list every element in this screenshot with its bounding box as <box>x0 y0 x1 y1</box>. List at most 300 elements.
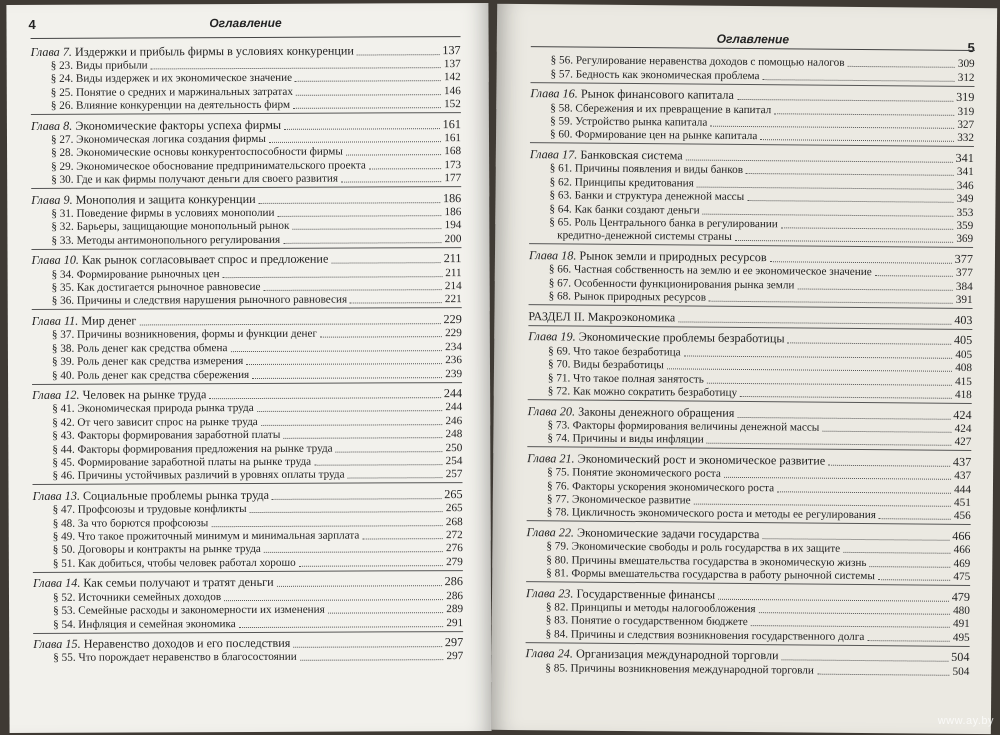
entry-text: § 77. Экономическое развитие <box>546 493 691 507</box>
dot-leader <box>139 323 440 325</box>
dot-leader <box>269 141 441 143</box>
watermark: www.ay.by <box>937 715 994 727</box>
dot-leader <box>774 113 954 116</box>
entry-page-number: 424 <box>953 407 972 422</box>
entry-label: Глава 11. <box>31 313 79 328</box>
entry-page-number: 504 <box>951 650 970 665</box>
entry-page-number: 229 <box>445 327 462 340</box>
entry-text: § 41. Экономическая природа рынка труда <box>52 402 254 416</box>
entry-page-number: 427 <box>954 436 972 449</box>
entry-text: § 85. Причины возникновения международной торговли <box>545 661 814 677</box>
entry-title <box>33 575 274 591</box>
section-entry <box>33 650 463 665</box>
entry-text: § 75. Понятие экономического роста <box>547 466 721 481</box>
entry-title <box>549 290 707 304</box>
dot-leader <box>239 626 444 628</box>
entry-page-number: 346 <box>956 179 974 192</box>
entry-title <box>51 59 148 72</box>
entry-page-number: 504 <box>952 665 970 678</box>
entry-page-number: 479 <box>951 589 971 604</box>
entry-text: § 28. Экономические основы конкурентоспособности фирмы <box>51 145 343 160</box>
entry-page-number: 211 <box>443 251 462 266</box>
entry-text: § 60. Формирование цен на рынке капитала <box>549 128 758 143</box>
entry-page-number: 377 <box>956 267 973 280</box>
entry-page-number: 268 <box>445 515 463 528</box>
entry-text: Экономические факторы успеха фирмы <box>75 117 282 133</box>
entry-page-number: 173 <box>444 158 462 171</box>
entry-text: § 24. Виды издержек и их экономическое значение <box>50 72 293 86</box>
entry-text: § 70. Виды безработицы <box>547 358 664 372</box>
entry-label: Глава 13. <box>32 488 81 503</box>
entry-title <box>52 268 220 282</box>
entry-text: Экономический рост и экономическое развитие <box>577 451 826 468</box>
entry-page-number: 319 <box>956 90 975 105</box>
entry-title <box>548 372 704 386</box>
entry-text: § 37. Причины возникновения, формы и функции денег <box>51 328 318 342</box>
entry-title <box>547 466 721 481</box>
entry-title <box>31 43 354 59</box>
entry-title <box>51 72 292 86</box>
entry-text: § 31. Поведение фирмы в условиях монополии <box>51 206 275 220</box>
entry-text: § 23. Виды прибыли <box>50 59 148 72</box>
section-entry <box>31 172 461 187</box>
entry-label: Глава 12. <box>32 387 80 402</box>
entry-title <box>52 281 261 295</box>
entry-page-number: 469 <box>953 557 971 570</box>
entry-text: § 39. Роль денег как средства измерения <box>51 355 244 369</box>
entry-title <box>33 488 270 504</box>
entry-title <box>52 456 311 470</box>
entry-text: § 63. Банки и структура денежной массы <box>549 189 745 204</box>
entry-page-number: 239 <box>445 367 463 380</box>
dot-leader <box>875 275 953 277</box>
entry-page-number: 456 <box>953 510 971 523</box>
dot-leader <box>703 213 954 216</box>
dot-leader <box>684 355 953 358</box>
dot-leader <box>369 168 441 169</box>
entry-title <box>52 294 347 308</box>
entry-text: § 64. Как банки создают деньги <box>549 202 700 217</box>
section-entry <box>32 293 462 308</box>
entry-text: § 53. Семейные расходы и закономерности их изменения <box>53 603 325 617</box>
entry-title <box>31 192 255 208</box>
entry-page-number: 244 <box>445 401 463 414</box>
chapter-entry <box>31 41 461 59</box>
entry-text: Неравенство доходов и его последствия <box>83 635 291 651</box>
entry-title <box>546 601 756 616</box>
entry-text: § 25. Понятие о средних и маржинальных затратах <box>50 85 293 99</box>
entry-text: § 59. Устройство рынка капитала <box>550 115 708 129</box>
entry-title <box>530 86 734 103</box>
chapter-entry <box>33 573 463 591</box>
entry-label: Глава 21. <box>527 450 575 466</box>
entry-text: § 55. Что порождает неравенство в благосостоянии <box>53 651 297 665</box>
entry-title <box>53 530 360 544</box>
dot-leader <box>346 155 441 156</box>
entry-text: § 47. Профсоюзы и трудовые конфликты <box>52 503 247 517</box>
left-running-title: Оглавление <box>209 15 282 31</box>
right-running-title: Оглавление <box>716 31 790 47</box>
entry-title <box>53 557 296 571</box>
entry-text: § 29. Экономическое обоснование предпринимательского проекта <box>51 159 366 173</box>
dot-leader <box>314 464 443 466</box>
entry-text: Макроэкономика <box>587 309 676 325</box>
dot-leader <box>224 599 443 601</box>
dot-leader <box>847 66 954 68</box>
entry-label: Глава 9. <box>31 192 73 207</box>
dot-leader <box>782 660 949 662</box>
chapter-entry <box>31 189 461 207</box>
entry-title <box>53 517 209 531</box>
entry-text: § 26. Влияние конкуренции на деятельность фирм <box>50 98 291 112</box>
dot-leader <box>686 159 953 162</box>
section-entry <box>525 661 969 678</box>
entry-page-number: 137 <box>443 57 461 71</box>
dot-leader <box>777 491 951 494</box>
dot-leader <box>740 396 952 399</box>
dot-leader <box>284 128 440 130</box>
entry-text: § 65. Роль Центрального банка в регулировании <box>549 216 778 231</box>
dot-leader <box>293 107 441 109</box>
entry-title <box>52 402 254 416</box>
dot-leader <box>277 585 442 587</box>
entry-title <box>31 252 328 268</box>
entry-text: Законы денежного обращения <box>578 404 735 420</box>
entry-page-number: 265 <box>445 502 463 515</box>
entry-text: Рынок земли и природных ресурсов <box>579 248 767 264</box>
entry-title <box>526 586 715 603</box>
entry-page-number: 291 <box>446 616 464 629</box>
entry-label: Глава 23. <box>525 585 574 601</box>
section-entry <box>31 98 461 113</box>
entry-label: Глава 16. <box>530 86 578 101</box>
entry-label: Глава 15. <box>33 636 81 651</box>
entry-title <box>51 133 266 147</box>
entry-text: § 45. Формирование заработной платы на рынке труда <box>52 455 312 469</box>
entry-text: § 61. Причины появления и виды банков <box>549 162 744 177</box>
dot-leader <box>678 321 951 324</box>
entry-page-number: 254 <box>445 455 463 468</box>
entry-text: § 50. Договоры и контракты на рынке труда <box>52 543 261 557</box>
entry-text: § 74. Причины и виды инфляции <box>547 432 704 446</box>
entry-label: Глава 7. <box>30 44 72 59</box>
entry-page-number: 319 <box>957 105 975 118</box>
entry-label: Глава 22. <box>526 524 575 540</box>
entry-title <box>52 328 317 342</box>
entry-text: Социальные проблемы рынка труда <box>83 487 270 503</box>
entry-text: § 82. Принципы и методы налогообложения <box>545 601 756 616</box>
dot-leader <box>707 443 952 446</box>
entry-page-number: 168 <box>444 145 462 158</box>
entry-label: Глава 8. <box>30 118 73 133</box>
entry-text: § 32. Барьеры, защищающие монопольный рынок <box>51 220 290 234</box>
dot-leader <box>843 552 951 554</box>
dot-leader <box>797 288 953 290</box>
entry-title <box>52 442 332 456</box>
entry-title <box>53 604 325 618</box>
dot-leader <box>867 640 950 642</box>
entry-text: § 68. Рынок природных ресурсов <box>548 290 707 304</box>
entry-title <box>53 618 236 632</box>
dot-leader <box>272 498 441 500</box>
entry-page-number: 221 <box>444 293 462 306</box>
entry-page-number: 276 <box>445 542 463 555</box>
chapter-entry <box>33 485 463 503</box>
entry-title <box>52 342 228 356</box>
entry-text: § 27. Экономическая логика создания фирмы <box>50 132 266 146</box>
entry-title <box>528 309 675 325</box>
chapter-entry <box>32 385 462 403</box>
dot-leader <box>264 289 442 291</box>
dot-leader <box>737 416 950 419</box>
entry-label: Глава 20. <box>527 403 576 419</box>
dot-leader <box>283 437 442 439</box>
dot-leader <box>341 181 441 182</box>
entry-text: § 30. Где и как фирмы получают деньги для своего развития <box>51 172 339 186</box>
dot-leader <box>879 519 951 521</box>
left-page-number: 4 <box>28 16 36 32</box>
dot-leader <box>328 612 443 614</box>
entry-title <box>32 387 206 403</box>
entry-title <box>548 359 664 373</box>
dot-leader <box>788 343 951 345</box>
entry-page-number: 437 <box>952 454 972 469</box>
entry-text: § 67. Особенности функционирования рынка земли <box>548 276 795 292</box>
entry-title <box>549 203 699 217</box>
entry-page-number: 289 <box>446 603 464 616</box>
entry-title <box>33 636 290 652</box>
entry-title <box>547 493 691 507</box>
chapter-entry <box>31 250 461 268</box>
dot-leader <box>320 337 442 339</box>
section-entry <box>33 556 463 571</box>
dot-leader <box>230 350 442 352</box>
entry-text: § 79. Экономические свободы и роль государства в их защите <box>546 540 841 556</box>
entry-title <box>545 662 814 677</box>
entry-title <box>528 330 784 347</box>
entry-label: Глава 14. <box>32 576 81 591</box>
dot-leader <box>710 126 954 129</box>
entry-text: Организация международной торговли <box>575 646 779 663</box>
dot-leader <box>718 598 949 601</box>
dot-leader <box>211 525 443 527</box>
dot-leader <box>667 369 952 372</box>
dot-leader <box>295 80 441 82</box>
entry-page-number: 177 <box>444 172 462 185</box>
dot-leader <box>300 660 444 662</box>
dot-leader <box>694 504 951 507</box>
entry-page-number: 312 <box>957 71 975 84</box>
entry-label: Глава 18. <box>528 247 577 263</box>
entry-page-number: 475 <box>953 570 971 584</box>
entry-page-number: 214 <box>444 280 462 293</box>
entry-page-number: 229 <box>443 312 462 327</box>
entry-title <box>51 146 343 160</box>
entry-page-number: 466 <box>953 544 971 557</box>
entry-title <box>550 129 757 144</box>
dot-leader <box>759 612 951 615</box>
entry-page-number: 272 <box>445 529 463 542</box>
dot-leader <box>264 552 443 554</box>
entry-page-number: 265 <box>444 486 463 502</box>
dot-leader <box>250 511 443 513</box>
entry-page-number: 384 <box>955 280 973 293</box>
dot-leader <box>735 240 954 243</box>
entry-text: § 36. Причины и следствия нарушения рыночного равновесия <box>51 294 348 308</box>
dot-leader <box>746 173 954 176</box>
entry-page-number: 161 <box>442 116 461 131</box>
entry-page-number: 491 <box>952 618 970 631</box>
entry-title <box>51 207 274 221</box>
dot-leader <box>299 565 443 567</box>
dot-leader <box>331 262 440 263</box>
entry-text: § 78. Цикличность экономического роста и методы ее регулирования <box>546 506 876 522</box>
entry-page-number: 200 <box>444 232 462 245</box>
entry-text: Человек на рынке труда <box>82 387 207 402</box>
entry-page-number: 377 <box>954 251 974 266</box>
entry-text: § 72. Как можно сократить безработицу <box>547 385 738 399</box>
entry-page-number: 424 <box>954 422 972 435</box>
dot-leader <box>822 431 951 433</box>
entry-title <box>530 147 683 163</box>
entry-text: § 57. Бедность как экономическая проблема <box>550 68 760 82</box>
entry-text: Мир денег <box>81 313 137 328</box>
entry-page-number: 369 <box>956 233 974 246</box>
left-page-header <box>30 3 460 39</box>
entry-page-number: 137 <box>442 42 461 57</box>
entry-title <box>550 176 694 190</box>
entry-page-number: 327 <box>957 118 975 132</box>
entry-page-number: 250 <box>445 441 463 454</box>
dot-leader <box>697 186 954 189</box>
entry-page-number: 353 <box>956 206 974 219</box>
dot-leader <box>362 538 443 539</box>
entry-page-number: 286 <box>446 589 464 602</box>
entry-text: § 34. Формирование рыночных цен <box>51 267 220 281</box>
entry-page-number: 211 <box>445 266 462 279</box>
right-page <box>491 4 997 734</box>
entry-page-number: 194 <box>444 219 462 232</box>
entry-title <box>51 234 280 248</box>
entry-text: § 51. Как добиться, чтобы человек работал хорошо <box>52 556 296 570</box>
entry-title <box>51 99 290 113</box>
dot-leader <box>259 202 440 204</box>
entry-title <box>547 433 704 447</box>
entry-page-number: 244 <box>443 386 463 401</box>
entry-title <box>525 646 778 663</box>
entry-page-number: 437 <box>954 470 972 483</box>
entry-text: § 73. Факторы формирования величины денежной массы <box>547 419 820 434</box>
entry-page-number: 391 <box>955 293 973 306</box>
entry-page-number: 418 <box>954 388 972 402</box>
left-toc-list <box>31 41 464 665</box>
section-entry <box>31 232 461 247</box>
entry-title <box>53 543 261 557</box>
entry-text: § 81. Формы вмешательства государства в работу рыночной системы <box>546 567 875 583</box>
entry-page-number: 286 <box>444 574 463 589</box>
dot-leader <box>350 303 442 304</box>
entry-text: Экономические задачи государства <box>576 525 760 542</box>
dot-leader <box>278 215 442 217</box>
entry-page-number: 341 <box>956 166 974 179</box>
dot-leader <box>751 625 950 628</box>
right-page-number: 5 <box>967 39 975 56</box>
right-page-header <box>531 4 975 56</box>
entry-title <box>51 85 293 99</box>
section-entry <box>32 367 462 382</box>
dot-leader <box>781 227 954 230</box>
entry-page-number: 415 <box>955 375 972 388</box>
entry-page-number: 495 <box>952 631 970 644</box>
entry-page-number: 142 <box>443 71 461 84</box>
entry-text: § 38. Роль денег как средства обмена <box>51 341 228 355</box>
entry-title <box>551 68 760 83</box>
entry-text: Монополия и защита конкуренции <box>75 191 256 207</box>
dot-leader <box>770 261 952 264</box>
entry-page-number: 451 <box>954 496 971 509</box>
entry-title <box>52 469 344 483</box>
entry-text: § 48. За что борются профсоюзы <box>52 516 209 530</box>
entry-text: Рынок финансового капитала <box>580 86 734 103</box>
dot-leader <box>828 465 950 467</box>
entry-text: § 43. Факторы формирования заработной платы <box>52 429 281 443</box>
entry-text: § 42. От чего зависит спрос на рынке труда <box>52 415 258 429</box>
entry-title <box>52 355 243 369</box>
entry-text: § 52. Источники семейных доходов <box>52 590 222 604</box>
dot-leader <box>357 54 439 55</box>
entry-title <box>548 345 681 359</box>
dot-leader <box>869 566 950 568</box>
dot-leader <box>878 579 951 581</box>
entry-page-number: 236 <box>445 354 462 367</box>
entry-text: § 71. Что такое полная занятость <box>547 371 704 386</box>
entry-page-number: 408 <box>955 362 973 375</box>
entry-title <box>550 163 743 178</box>
entry-text: § 54. Инфляция и семейная экономика <box>53 617 236 631</box>
entry-title <box>51 173 338 187</box>
entry-title <box>546 628 865 644</box>
entry-title <box>549 189 744 204</box>
entry-text: § 62. Принципы кредитования <box>549 176 694 190</box>
dot-leader <box>336 451 443 452</box>
entry-title <box>52 369 249 383</box>
entry-text: § 80. Причины вмешательства государства в экономическую жизнь <box>546 553 867 569</box>
entry-text: § 56. Регулирование неравенства доходов с помощью налогов <box>550 54 845 70</box>
dot-leader <box>293 646 442 648</box>
entry-page-number: 297 <box>444 635 464 650</box>
entry-page-number: 480 <box>953 604 970 617</box>
dot-leader <box>707 382 952 385</box>
entry-title <box>529 248 767 265</box>
entry-title <box>51 220 289 234</box>
entry-page-number: 186 <box>444 206 462 219</box>
entry-title <box>550 115 707 129</box>
entry-page-number: 234 <box>445 340 462 353</box>
entry-page-number: 246 <box>445 414 463 427</box>
entry-text: § 49. Что такое прожиточный минимум и минимальная зарплата <box>52 529 360 543</box>
entry-title <box>51 159 366 173</box>
entry-page-number: 466 <box>952 528 971 543</box>
entry-page-number: 359 <box>956 219 974 232</box>
entry-text: кредитно-денежной системы страны <box>557 229 732 244</box>
entry-title <box>52 416 258 430</box>
dot-leader <box>292 229 441 231</box>
entry-label: Глава 24. <box>525 646 574 661</box>
entry-title <box>52 429 280 443</box>
dot-leader <box>724 477 951 480</box>
entry-title <box>31 117 281 133</box>
dot-leader <box>209 397 440 399</box>
